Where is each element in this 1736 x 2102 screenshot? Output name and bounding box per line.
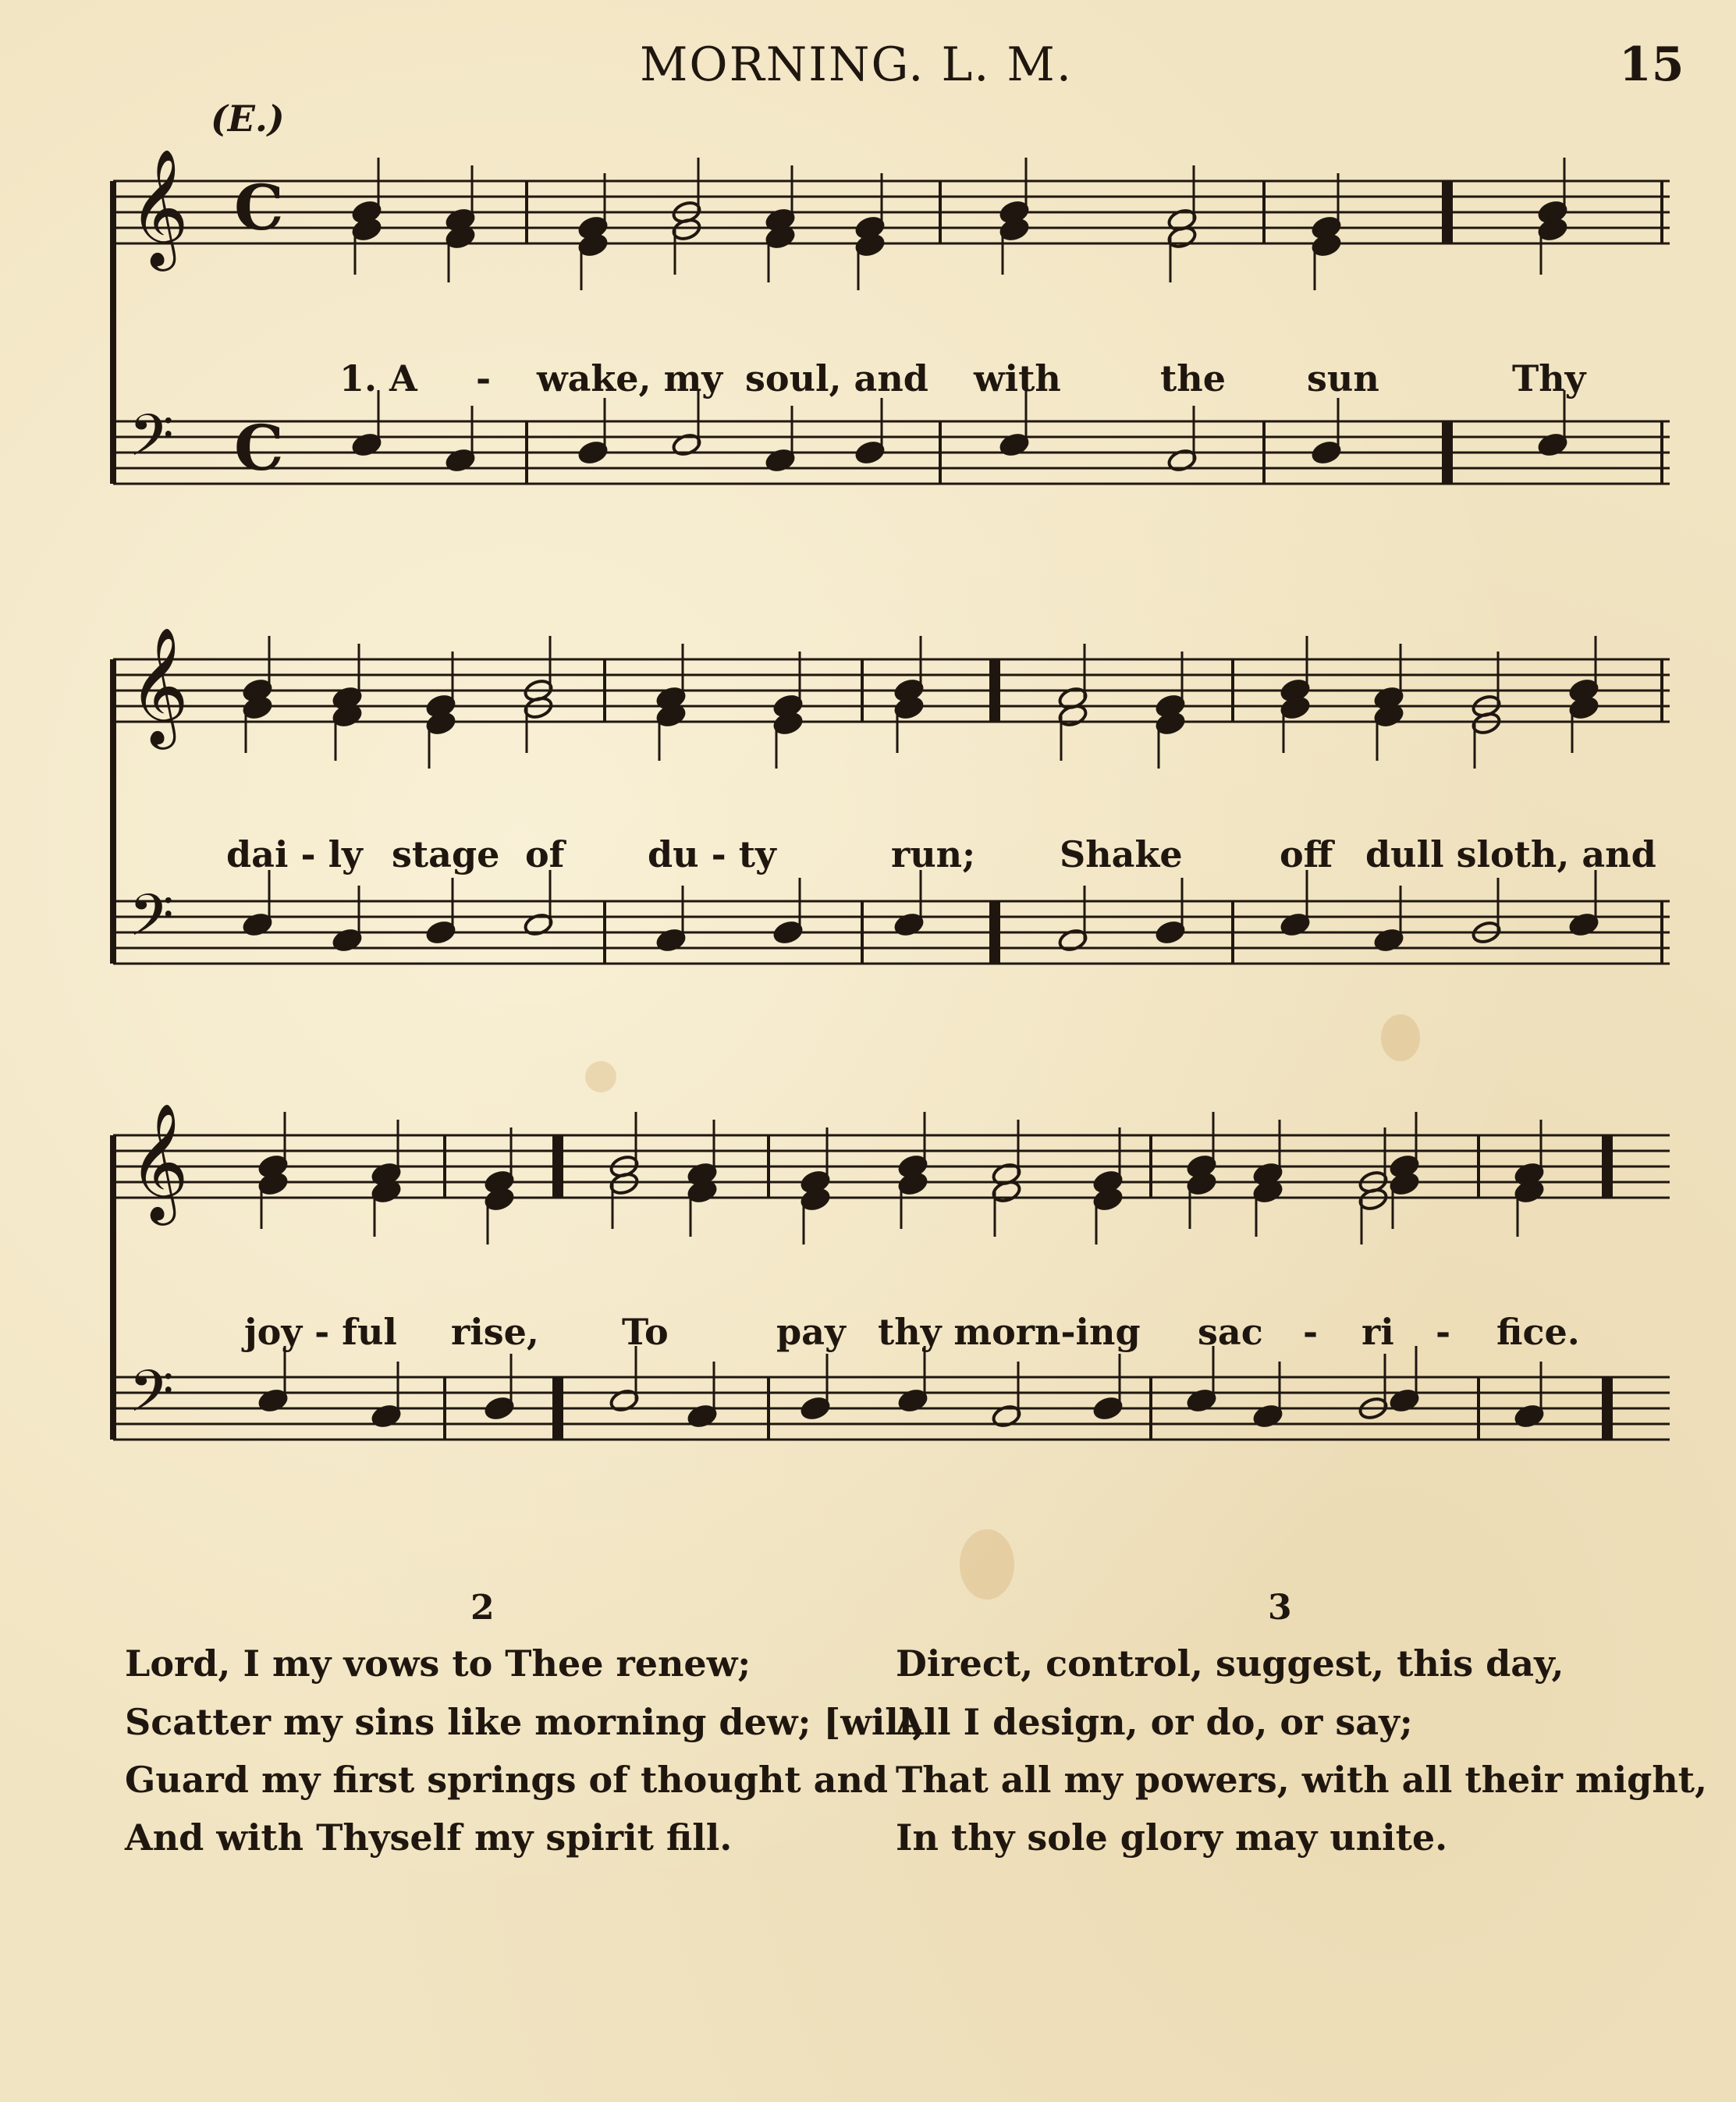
lyric: off	[1280, 833, 1333, 875]
lyric: of	[525, 833, 565, 875]
lyric: -	[1303, 1311, 1319, 1353]
lyric: run;	[891, 833, 976, 875]
verse-number: 3	[1268, 1588, 1292, 1628]
lyric: with	[974, 357, 1061, 399]
verse-line: Scatter my sins like morning dew; [will,	[125, 1701, 925, 1743]
lyric: 1. A	[339, 357, 417, 399]
lyric: the	[1160, 357, 1226, 399]
staves	[113, 147, 1670, 1440]
lyric: fice.	[1496, 1311, 1580, 1353]
treble-clef: 𝄞	[129, 147, 189, 266]
lyric: soul, and	[745, 357, 928, 399]
bass-clef: 𝄢	[129, 882, 174, 964]
lyric: wake, my	[537, 357, 722, 399]
lyric: Thy	[1512, 357, 1586, 399]
lyric: stage	[392, 833, 500, 875]
lyric: rise,	[451, 1311, 539, 1353]
treble-clef: 𝄞	[129, 1102, 189, 1220]
lyric: -	[476, 357, 492, 399]
notes	[242, 158, 1599, 1429]
verse-line: All I design, or do, or say;	[896, 1701, 1413, 1743]
lyric: sac	[1198, 1311, 1263, 1353]
treble-clef: 𝄞	[129, 626, 189, 744]
bass-clef: 𝄢	[129, 1358, 174, 1440]
lyric: du - ty	[648, 833, 776, 875]
lyric: dai - ly	[226, 833, 363, 875]
verse-line: Direct, control, suggest, this day,	[896, 1642, 1564, 1685]
lyric: ri	[1361, 1311, 1394, 1353]
lyric: sun	[1307, 357, 1379, 399]
verse-line: Lord, I my vows to Thee renew;	[125, 1642, 751, 1685]
lyric: thy morn-ing	[878, 1311, 1141, 1353]
lyric: dull sloth, and	[1365, 833, 1656, 875]
hymn-title: MORNING. L. M.	[640, 37, 1073, 92]
key-marking: (E.)	[211, 98, 285, 140]
bass-clef: 𝄢	[129, 402, 174, 484]
verse-line: In thy sole glory may unite.	[896, 1816, 1448, 1859]
lyric: joy - ful	[244, 1311, 397, 1353]
time-signature: C	[234, 171, 284, 244]
lyric: Shake	[1060, 833, 1183, 875]
verse-line: Guard my first springs of thought and	[125, 1759, 889, 1801]
lyric: pay	[776, 1311, 846, 1353]
page-number: 15	[1619, 37, 1685, 92]
lyric: -	[1436, 1311, 1451, 1353]
verse-line: And with Thyself my spirit fill.	[125, 1816, 733, 1859]
time-signature: C	[234, 411, 284, 485]
verse-line: That all my powers, with all their might,	[896, 1759, 1708, 1801]
lyric: To	[622, 1311, 669, 1353]
verse-number: 2	[470, 1588, 495, 1628]
